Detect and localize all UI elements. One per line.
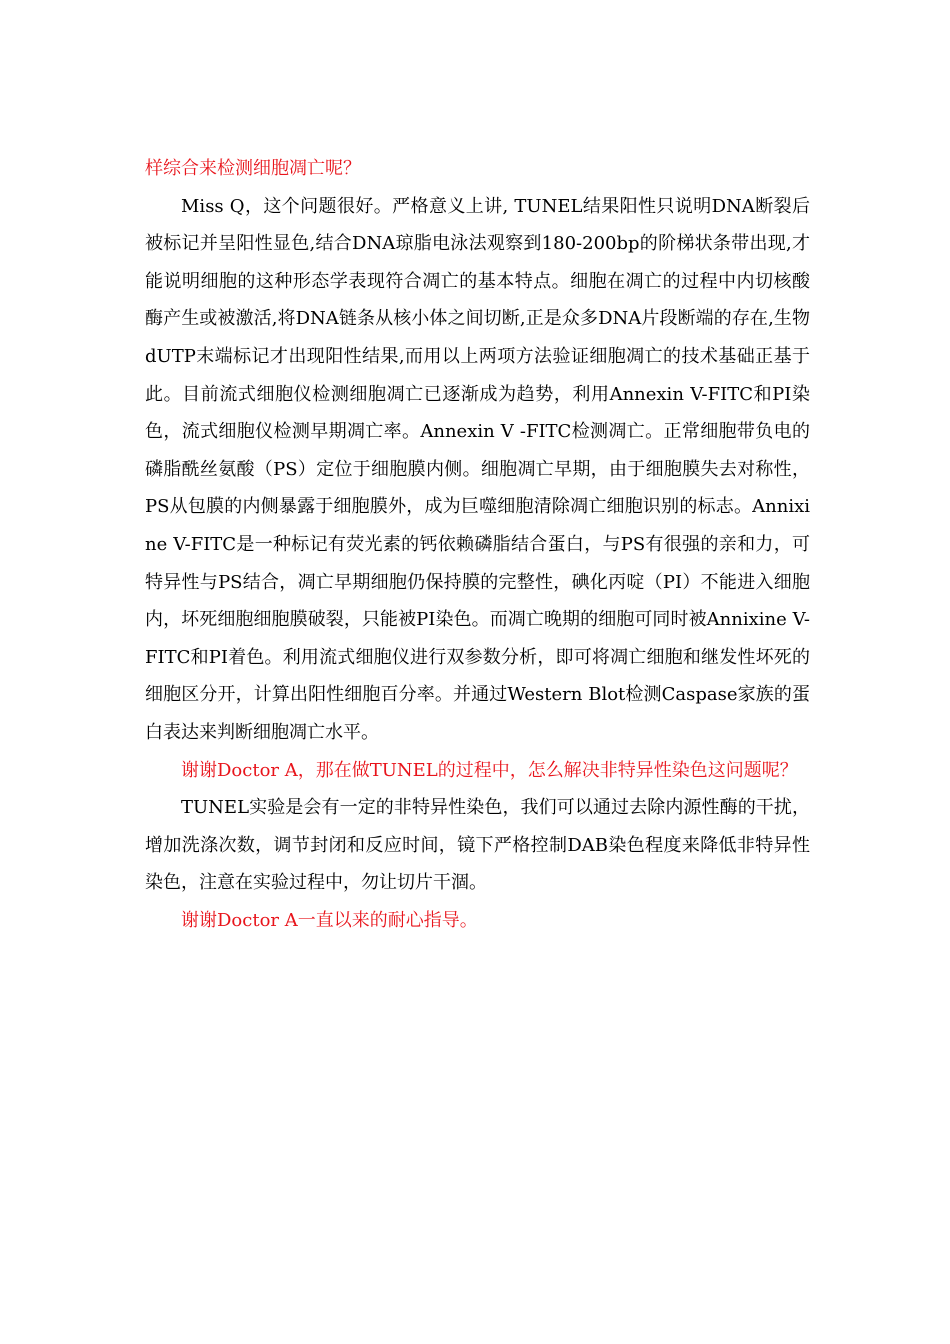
closing-thanks: 谢谢Doctor A一直以来的耐心指导。 (181, 909, 478, 931)
answer-paragraph-nonspecific-staining: TUNEL实验是会有一定的非特异性染色，我们可以通过去除内源性酶的干扰，增加洗涤次数，调节封闭和反应时间，镜下严格控制DAB染色程度来降低非特异性染色，注意在实验过程中，勿让切片干涸。 (145, 797, 810, 894)
question-nonspecific-staining: 谢谢Doctor A，那在做TUNEL的过程中，怎么解决非特异性染色这问题呢？ (181, 759, 798, 781)
question-continuation: 样综合来检测细胞凋亡呢？ (145, 158, 361, 179)
answer-paragraph-apoptosis: Miss Q，这个问题很好。严格意义上讲, TUNEL结果阳性只说明DNA断裂后被标记并呈阳性显色,结合DNA琼脂电泳法观察到180-200bp的阶梯状条带出现,才能说明细胞的这种形态学表现符合凋亡的基本特点。细胞在凋亡的过程中内切核酸酶产生或被激活,将DNA链条从核小体之间切断,正是众多DNA片段断端的存在,生物dUTP末端标记才出现阳性结果,而用以上两项方法验证细胞凋亡的技术基础正基于此。目前流式细胞仪检测细胞凋亡已逐渐成为趋势，利用Annexin V-FITC和PI染色，流式细胞仪检测早期凋亡率。Annexin V -FITC检测凋亡。正常细胞带负电的磷脂酰丝氨酸（PS）定位于细胞膜内侧。细胞凋亡早期，由于细胞膜失去对称性，PS从包膜的内侧暴露于细胞膜外，成为巨噬细胞清除凋亡细胞识别的标志。Annixine V-FITC是一种标记有荧光素的钙依赖磷脂结合蛋白，与PS有很强的亲和力，可特异性与PS结合，凋亡早期细胞仍保持膜的完整性，碘化丙啶（PI）不能进入细胞内，坏死细胞细胞膜破裂，只能被PI染色。而凋亡晚期的细胞可同时被Annixine V-FITC和PI着色。利用流式细胞仪进行双参数分析，即可将凋亡细胞和继发性坏死的细胞区分开，计算出阳性细胞百分率。并通过Western Blot检测Caspase家族的蛋白表达来判断细胞凋亡水平。 (145, 195, 810, 743)
document-body (145, 150, 810, 939)
